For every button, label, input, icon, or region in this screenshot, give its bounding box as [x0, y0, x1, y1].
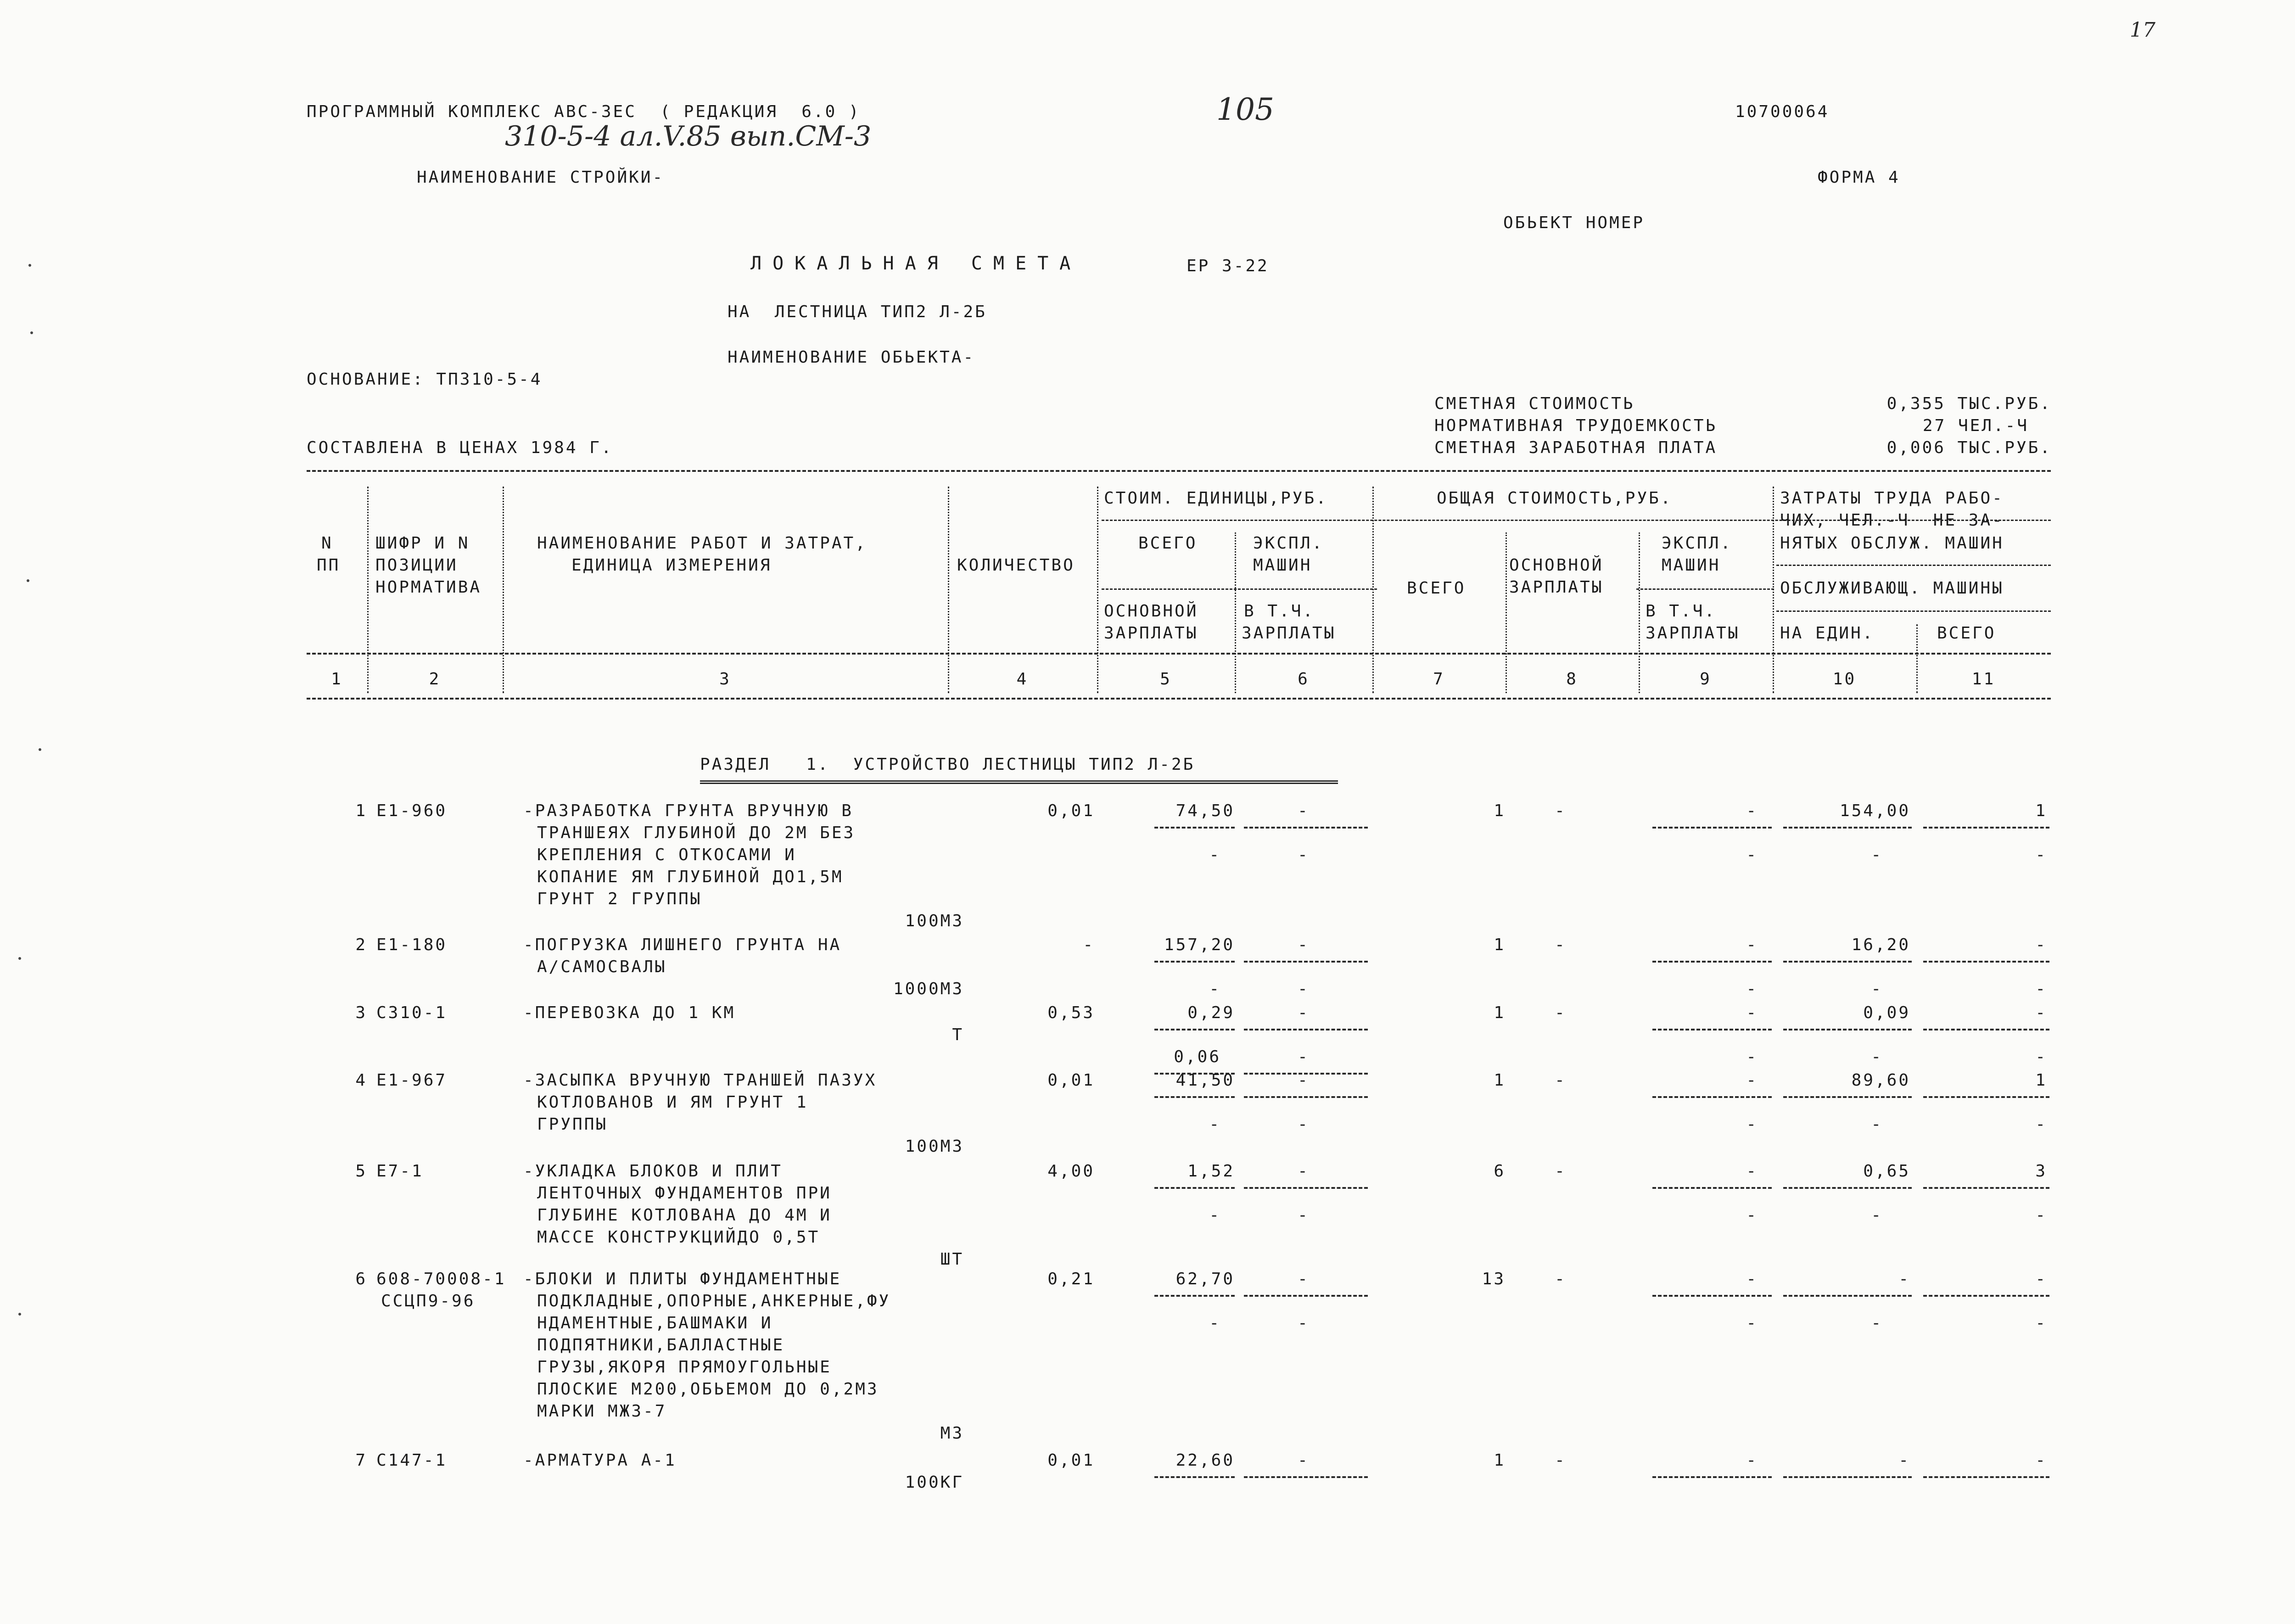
construction-label: НАИМЕНОВАНИЕ СТРОЙКИ- — [417, 168, 665, 187]
colnum-6: 6 — [1298, 670, 1310, 689]
scan-speck — [39, 748, 41, 751]
summary-label-wages: СМЕТНАЯ ЗАРАБОТНАЯ ПЛАТА — [1434, 438, 1718, 457]
row-7-quantity: 0,01 — [1047, 1451, 1095, 1470]
row-2-c9-separator — [1652, 961, 1772, 963]
header-bottom-rule — [307, 653, 2051, 655]
row-2-c5-separator — [1154, 961, 1235, 963]
object-number-label: ОБЬЕКТ НОМЕР — [1503, 213, 1645, 232]
row-2-unit-machine-wages: - — [1298, 980, 1310, 998]
row-7-c9-separator — [1652, 1476, 1772, 1478]
row-2-c10-separator — [1783, 961, 1912, 963]
row-6-labor-unit-2: - — [1871, 1314, 1883, 1333]
row-3-code: С310-1 — [376, 1003, 448, 1022]
row-6-total-machine-wages: - — [1746, 1314, 1758, 1333]
row-1-labor-total: 1 — [2035, 801, 2047, 820]
col-sep-2 — [503, 487, 504, 693]
row-7-number: 7 — [355, 1451, 367, 1470]
row-2-total-wages: - — [1555, 935, 1567, 954]
col-sep-6 — [1372, 487, 1374, 693]
hdr-c6-incl: В Т.Ч. — [1244, 602, 1315, 621]
row-3-labor-total-2: - — [2035, 1047, 2047, 1066]
row-1-total-wages: - — [1555, 801, 1567, 820]
row-4-quantity: 0,01 — [1047, 1071, 1095, 1090]
row-3-unit-machines: - — [1298, 1003, 1310, 1022]
row-3-unit-basic-wages: 0,06 — [1174, 1047, 1221, 1066]
hdr-code-3: НОРМАТИВА — [375, 578, 482, 597]
row-1-unit-machines: - — [1298, 801, 1310, 820]
hdr-c11: ВСЕГО — [1937, 624, 1996, 643]
row-3-c6-separator — [1244, 1029, 1368, 1030]
row-2-labor-unit-2: - — [1871, 980, 1883, 998]
row-1-c9-separator — [1652, 827, 1772, 829]
scan-speck — [30, 331, 33, 334]
hdr-labor-1: ЗАТРАТЫ ТРУДА РАБО- — [1780, 489, 2004, 508]
row-2-unit: 1000М3 — [893, 980, 964, 998]
row-7-labor-unit: - — [1898, 1451, 1910, 1470]
row-6-unit-machines: - — [1298, 1270, 1310, 1288]
hdr-pp: ПП — [317, 556, 341, 575]
row-6-name-line-1: -БЛОКИ И ПЛИТЫ ФУНДАМЕНТНЫЕ — [523, 1270, 842, 1288]
summary-label-cost: СМЕТНАЯ СТОИМОСТЬ — [1434, 394, 1635, 413]
colnum-5: 5 — [1160, 670, 1172, 689]
row-1-unit-total: 74,50 — [1175, 801, 1235, 820]
row-3-labor-unit: 0,09 — [1863, 1003, 1910, 1022]
hdr-c9-wages: ЗАРПЛАТЫ — [1646, 624, 1740, 643]
row-6-name-line-5: ГРУЗЫ,ЯКОРЯ ПРЯМОУГОЛЬНЫЕ — [537, 1358, 832, 1377]
row-6-code: 608-70008-1 — [376, 1270, 506, 1288]
row-7-total-wages: - — [1555, 1451, 1567, 1470]
row-4-c5-separator — [1154, 1096, 1235, 1098]
row-2-unit-total: 157,20 — [1164, 935, 1235, 954]
row-6-quantity: 0,21 — [1047, 1270, 1095, 1288]
table-top-rule — [307, 470, 2051, 472]
row-6-c9-separator — [1652, 1295, 1772, 1297]
row-2-total-machine-wages: - — [1746, 980, 1758, 998]
row-1-name-line-2: ТРАНШЕЯХ ГЛУБИНОЙ ДО 2М БЕЗ — [537, 823, 856, 842]
form-label: ФОРМА 4 — [1818, 168, 1900, 187]
row-1-total-machine-wages: - — [1746, 846, 1758, 864]
row-4-name-line-3: ГРУППЫ — [537, 1115, 608, 1134]
row-6-c5-separator — [1154, 1295, 1235, 1297]
hdr-c6-wages: ЗАРПЛАТЫ — [1242, 624, 1336, 643]
row-5-labor-unit: 0,65 — [1863, 1162, 1910, 1181]
row-5-c9-separator — [1652, 1187, 1772, 1189]
row-4-labor-unit-2: - — [1871, 1115, 1883, 1134]
row-7-unit: 100КГ — [905, 1473, 964, 1492]
row-5-unit-machine-wages: - — [1298, 1206, 1310, 1225]
hdr-c5-total: ВСЕГО — [1138, 534, 1198, 553]
hdr-c9-machines: МАШИН — [1662, 556, 1721, 575]
row-5-quantity: 4,00 — [1047, 1162, 1095, 1181]
row-1-c6-separator — [1244, 827, 1368, 829]
row-6-name-line-4: ПОДПЯТНИКИ,БАЛЛАСТНЫЕ — [537, 1336, 785, 1355]
document-title-code: ЕР 3-22 — [1187, 257, 1269, 275]
row-6-name-line-3: НДАМЕНТНЫЕ,БАШМАКИ И — [537, 1314, 773, 1333]
row-1-c10-separator — [1783, 827, 1912, 829]
hdr-c10: НА ЕДИН. — [1780, 624, 1875, 643]
row-4-c11-separator — [1923, 1096, 2049, 1098]
colnum-10: 10 — [1832, 670, 1857, 689]
colnum-1: 1 — [331, 670, 343, 689]
hdr-labor-2: ЧИХ, ЧЕЛ.-Ч НЕ ЗА- — [1780, 511, 2004, 530]
row-5-c5-separator — [1154, 1187, 1235, 1189]
row-2-total: 1 — [1494, 935, 1506, 954]
prices-year-label: СОСТАВЛЕНА В ЦЕНАХ 1984 Г. — [307, 438, 613, 457]
row-6-c10-separator — [1783, 1295, 1912, 1297]
row-1-unit-basic-wages: - — [1209, 846, 1221, 864]
row-7-c10-separator — [1783, 1476, 1912, 1478]
row-4-number: 4 — [355, 1071, 367, 1090]
hdr-code-2: ПОЗИЦИИ — [375, 556, 458, 575]
row-3-unit: Т — [952, 1025, 964, 1044]
row-4-unit-basic-wages: - — [1209, 1115, 1221, 1134]
row-1-c5-separator — [1154, 827, 1235, 829]
row-6-name-line-2: ПОДКЛАДНЫЕ,ОПОРНЫЕ,АНКЕРНЫЕ,ФУ — [537, 1292, 891, 1310]
summary-value-wages: 0,006 ТЫС.РУБ. — [1886, 438, 2052, 457]
row-3-total-machines: - — [1746, 1003, 1758, 1022]
row-4-labor-total-2: - — [2035, 1115, 2047, 1134]
row-4-total-wages: - — [1555, 1071, 1567, 1090]
hdr-c5-wages: ЗАРПЛАТЫ — [1104, 624, 1198, 643]
row-1-total: 1 — [1494, 801, 1506, 820]
object-name-label: НАИМЕНОВАНИЕ ОБЬЕКТА- — [728, 348, 975, 367]
handwritten-page-number: 105 — [1216, 92, 1274, 127]
row-4-c6-separator — [1244, 1096, 1368, 1098]
row-7-name-line-1: -АРМАТУРА А-1 — [523, 1451, 677, 1470]
row-1-code: Е1-960 — [376, 801, 448, 820]
row-6-total: 13 — [1482, 1270, 1506, 1288]
handwritten-reference: 310-5-4 ал.V.85 вып.СМ-3 — [505, 120, 872, 152]
row-3-total-wages: - — [1555, 1003, 1567, 1022]
hdr-c7-total: ВСЕГО — [1407, 579, 1466, 598]
row-3-total: 1 — [1494, 1003, 1506, 1022]
colnum-11: 11 — [1971, 670, 1996, 689]
row-5-total-machine-wages: - — [1746, 1206, 1758, 1225]
scan-speck — [27, 579, 29, 582]
row-7-c11-separator — [1923, 1476, 2049, 1478]
header-sub-rule-4 — [1776, 565, 2051, 566]
row-4-name-line-1: -ЗАСЫПКА ВРУЧНУЮ ТРАНШЕЙ ПАЗУХ — [523, 1071, 877, 1090]
row-5-name-line-4: МАССЕ КОНСТРУКЦИЙДО 0,5Т — [537, 1228, 820, 1247]
hdr-c9-incl: В Т.Ч. — [1646, 602, 1717, 621]
row-6-number: 6 — [355, 1270, 367, 1288]
row-5-labor-total-2: - — [2035, 1206, 2047, 1225]
row-5-number: 5 — [355, 1162, 367, 1181]
row-2-c11-separator — [1923, 961, 2049, 963]
row-3-labor-unit-2: - — [1871, 1047, 1883, 1066]
row-6-name-line-6: ПЛОСКИЕ М200,ОБЬЕМОМ ДО 0,2М3 — [537, 1380, 879, 1399]
row-6-c6-separator — [1244, 1295, 1368, 1297]
row-2-code: Е1-180 — [376, 935, 448, 954]
scan-speck — [18, 957, 21, 960]
row-3-labor-total: - — [2035, 1003, 2047, 1022]
summary-value-labor: 27 ЧЕЛ.-Ч — [1922, 416, 2029, 435]
row-3-unit-machine-wages: - — [1298, 1047, 1310, 1066]
row-6-total-machines: - — [1746, 1270, 1758, 1288]
row-5-c11-separator — [1923, 1187, 2049, 1189]
row-1-labor-unit: 154,00 — [1839, 801, 1910, 820]
document-code: 10700064 — [1735, 102, 1830, 121]
col-sep-1 — [367, 487, 369, 693]
row-4-c10-separator — [1783, 1096, 1912, 1098]
row-6-labor-unit: - — [1898, 1270, 1910, 1288]
row-6-code-2: ССЦП9-96 — [381, 1292, 476, 1310]
row-3-total-machine-wages: - — [1746, 1047, 1758, 1066]
scan-speck — [18, 1313, 21, 1316]
hdr-c5-basic: ОСНОВНОЙ — [1104, 602, 1198, 621]
row-5-labor-unit-2: - — [1871, 1206, 1883, 1225]
row-4-total-machine-wages: - — [1746, 1115, 1758, 1134]
row-2-number: 2 — [355, 935, 367, 954]
hdr-total-cost: ОБЩАЯ СТОИМОСТЬ,РУБ. — [1437, 489, 1673, 508]
basis-label: ОСНОВАНИЕ: ТП310-5-4 — [307, 370, 543, 389]
row-1-name-line-3: КРЕПЛЕНИЯ С ОТКОСАМИ И — [537, 846, 796, 864]
row-5-total-wages: - — [1555, 1162, 1567, 1181]
hdr-c9-exploit: ЭКСПЛ. — [1662, 534, 1733, 553]
hdr-n: N — [321, 534, 333, 553]
row-3-name-line-1: -ПЕРЕВОЗКА ДО 1 КМ — [523, 1003, 736, 1022]
row-2-labor-total-2: - — [2035, 980, 2047, 998]
row-7-unit-total: 22,60 — [1175, 1451, 1235, 1470]
row-5-unit-total: 1,52 — [1187, 1162, 1235, 1181]
row-5-labor-total: 3 — [2035, 1162, 2047, 1181]
row-7-c6-separator — [1244, 1476, 1368, 1478]
row-3-number: 3 — [355, 1003, 367, 1022]
row-3-c10-separator — [1783, 1029, 1912, 1030]
row-3-unit-total: 0,29 — [1187, 1003, 1235, 1022]
row-1-number: 1 — [355, 801, 367, 820]
row-6-total-wages: - — [1555, 1270, 1567, 1288]
row-5-unit-basic-wages: - — [1209, 1206, 1221, 1225]
row-6-labor-total: - — [2035, 1270, 2047, 1288]
row-5-unit: ШТ — [940, 1250, 964, 1269]
row-1-unit-machine-wages: - — [1298, 846, 1310, 864]
colnum-8: 8 — [1566, 670, 1578, 689]
column-numbers-rule — [307, 698, 2051, 700]
row-4-unit-machine-wages: - — [1298, 1115, 1310, 1134]
row-5-c10-separator — [1783, 1187, 1912, 1189]
hdr-qty: КОЛИЧЕСТВО — [957, 556, 1075, 575]
row-6-unit: М3 — [940, 1424, 964, 1443]
row-1-total-machines: - — [1746, 801, 1758, 820]
row-7-total: 1 — [1494, 1451, 1506, 1470]
row-7-code: С147-1 — [376, 1451, 448, 1470]
row-1-labor-total-2: - — [2035, 846, 2047, 864]
row-3-c5-separator — [1154, 1029, 1235, 1030]
colnum-3: 3 — [719, 670, 731, 689]
hdr-code-1: ШИФР И N — [375, 534, 470, 553]
row-7-unit-machines: - — [1298, 1451, 1310, 1470]
row-7-total-machines: - — [1746, 1451, 1758, 1470]
section-underline — [700, 780, 1338, 784]
hdr-labor-3: НЯТЫХ ОБСЛУЖ. МАШИН — [1780, 534, 2004, 553]
row-4-labor-unit: 89,60 — [1851, 1071, 1910, 1090]
row-2-labor-unit: 16,20 — [1851, 935, 1910, 954]
summary-label-labor: НОРМАТИВНАЯ ТРУДОЕМКОСТЬ — [1434, 416, 1718, 435]
hdr-unit-cost: СТОИМ. ЕДИНИЦЫ,РУБ. — [1104, 489, 1328, 508]
row-2-unit-basic-wages: - — [1209, 980, 1221, 998]
row-1-quantity: 0,01 — [1047, 801, 1095, 820]
scan-speck — [28, 264, 31, 267]
section-heading: РАЗДЕЛ 1. УСТРОЙСТВО ЛЕСТНИЦЫ ТИП2 Л-2Б — [700, 755, 1195, 774]
row-5-unit-machines: - — [1298, 1162, 1310, 1181]
colnum-4: 4 — [1016, 670, 1029, 689]
row-5-code: Е7-1 — [376, 1162, 424, 1181]
summary-value-cost: 0,355 ТЫС.РУБ. — [1886, 394, 2052, 413]
row-6-unit-machine-wages: - — [1298, 1314, 1310, 1333]
row-4-name-line-2: КОТЛОВАНОВ И ЯМ ГРУНТ 1 — [537, 1093, 808, 1112]
program-name: ПРОГРАММНЫЙ КОМПЛЕКС АВС-3ЕС ( РЕДАКЦИЯ 6.0 ) — [307, 102, 861, 121]
row-6-labor-total-2: - — [2035, 1314, 2047, 1333]
row-3-quantity: 0,53 — [1047, 1003, 1095, 1022]
row-3-c11-separator — [1923, 1029, 2049, 1030]
hdr-c6-machines: МАШИН — [1253, 556, 1312, 575]
hdr-name-1: НАИМЕНОВАНИЕ РАБОТ И ЗАТРАТ, — [537, 534, 867, 553]
row-2-quantity: - — [1083, 935, 1095, 954]
row-1-c11-separator — [1923, 827, 2049, 829]
hdr-name-2: ЕДИНИЦА ИЗМЕРЕНИЯ — [571, 556, 772, 575]
col-sep-9 — [1773, 487, 1774, 693]
row-6-unit-total: 62,70 — [1175, 1270, 1235, 1288]
hdr-labor-4: ОБСЛУЖИВАЮЩ. МАШИНЫ — [1780, 579, 2004, 598]
colnum-2: 2 — [429, 670, 441, 689]
row-5-name-line-2: ЛЕНТОЧНЫХ ФУНДАМЕНТОВ ПРИ — [537, 1184, 832, 1203]
row-1-unit: 100М3 — [905, 912, 964, 930]
row-6-c11-separator — [1923, 1295, 2049, 1297]
row-2-labor-total: - — [2035, 935, 2047, 954]
row-1-labor-unit-2: - — [1871, 846, 1883, 864]
row-5-name-line-3: ГЛУБИНЕ КОТЛОВАНА ДО 4М И — [537, 1206, 832, 1225]
hdr-c8-wages: ЗАРПЛАТЫ — [1509, 578, 1604, 597]
header-sub-rule-3 — [1636, 588, 1774, 590]
row-4-c9-separator — [1652, 1096, 1772, 1098]
colnum-9: 9 — [1700, 670, 1712, 689]
row-4-unit-machines: - — [1298, 1071, 1310, 1090]
col-sep-3 — [948, 487, 949, 693]
row-2-name-line-2: А/САМОСВАЛЫ — [537, 958, 667, 976]
col-sep-4 — [1097, 487, 1098, 693]
row-4-code: Е1-967 — [376, 1071, 448, 1090]
row-5-total: 6 — [1494, 1162, 1506, 1181]
hdr-c6-exploit: ЭКСПЛ. — [1253, 534, 1324, 553]
row-5-name-line-1: -УКЛАДКА БЛОКОВ И ПЛИТ — [523, 1162, 783, 1181]
row-3-c9-separator — [1652, 1029, 1772, 1030]
row-2-unit-machines: - — [1298, 935, 1310, 954]
header-sub-rule-2 — [1102, 588, 1377, 590]
row-2-total-machines: - — [1746, 935, 1758, 954]
document-title: ЛОКАЛЬНАЯ СМЕТА — [750, 253, 1082, 274]
estimate-subject: НА ЛЕСТНИЦА ТИП2 Л-2Б — [728, 302, 987, 321]
hdr-c8-basic: ОСНОВНОЙ — [1509, 556, 1604, 575]
row-1-name-line-4: КОПАНИЕ ЯМ ГЛУБИНОЙ ДО1,5М — [537, 868, 844, 886]
row-4-unit-total: 41,50 — [1175, 1071, 1235, 1090]
row-7-c5-separator — [1154, 1476, 1235, 1478]
row-2-name-line-1: -ПОГРУЗКА ЛИШНЕГО ГРУНТА НА — [523, 935, 842, 954]
row-6-unit-basic-wages: - — [1209, 1314, 1221, 1333]
colnum-7: 7 — [1433, 670, 1445, 689]
row-5-c6-separator — [1244, 1187, 1368, 1189]
row-5-total-machines: - — [1746, 1162, 1758, 1181]
header-sub-rule-5 — [1776, 610, 2051, 612]
row-4-labor-total: 1 — [2035, 1071, 2047, 1090]
row-1-name-line-1: -РАЗРАБОТКА ГРУНТА ВРУЧНУЮ В — [523, 801, 853, 820]
row-4-total-machines: - — [1746, 1071, 1758, 1090]
row-4-total: 1 — [1494, 1071, 1506, 1090]
row-1-name-line-5: ГРУНТ 2 ГРУППЫ — [537, 890, 702, 908]
row-7-labor-total: - — [2035, 1451, 2047, 1470]
row-6-name-line-7: МАРКИ МЖ3-7 — [537, 1402, 667, 1421]
handwritten-corner-mark: 17 — [2130, 18, 2155, 42]
row-4-unit: 100М3 — [905, 1137, 964, 1156]
row-2-c6-separator — [1244, 961, 1368, 963]
